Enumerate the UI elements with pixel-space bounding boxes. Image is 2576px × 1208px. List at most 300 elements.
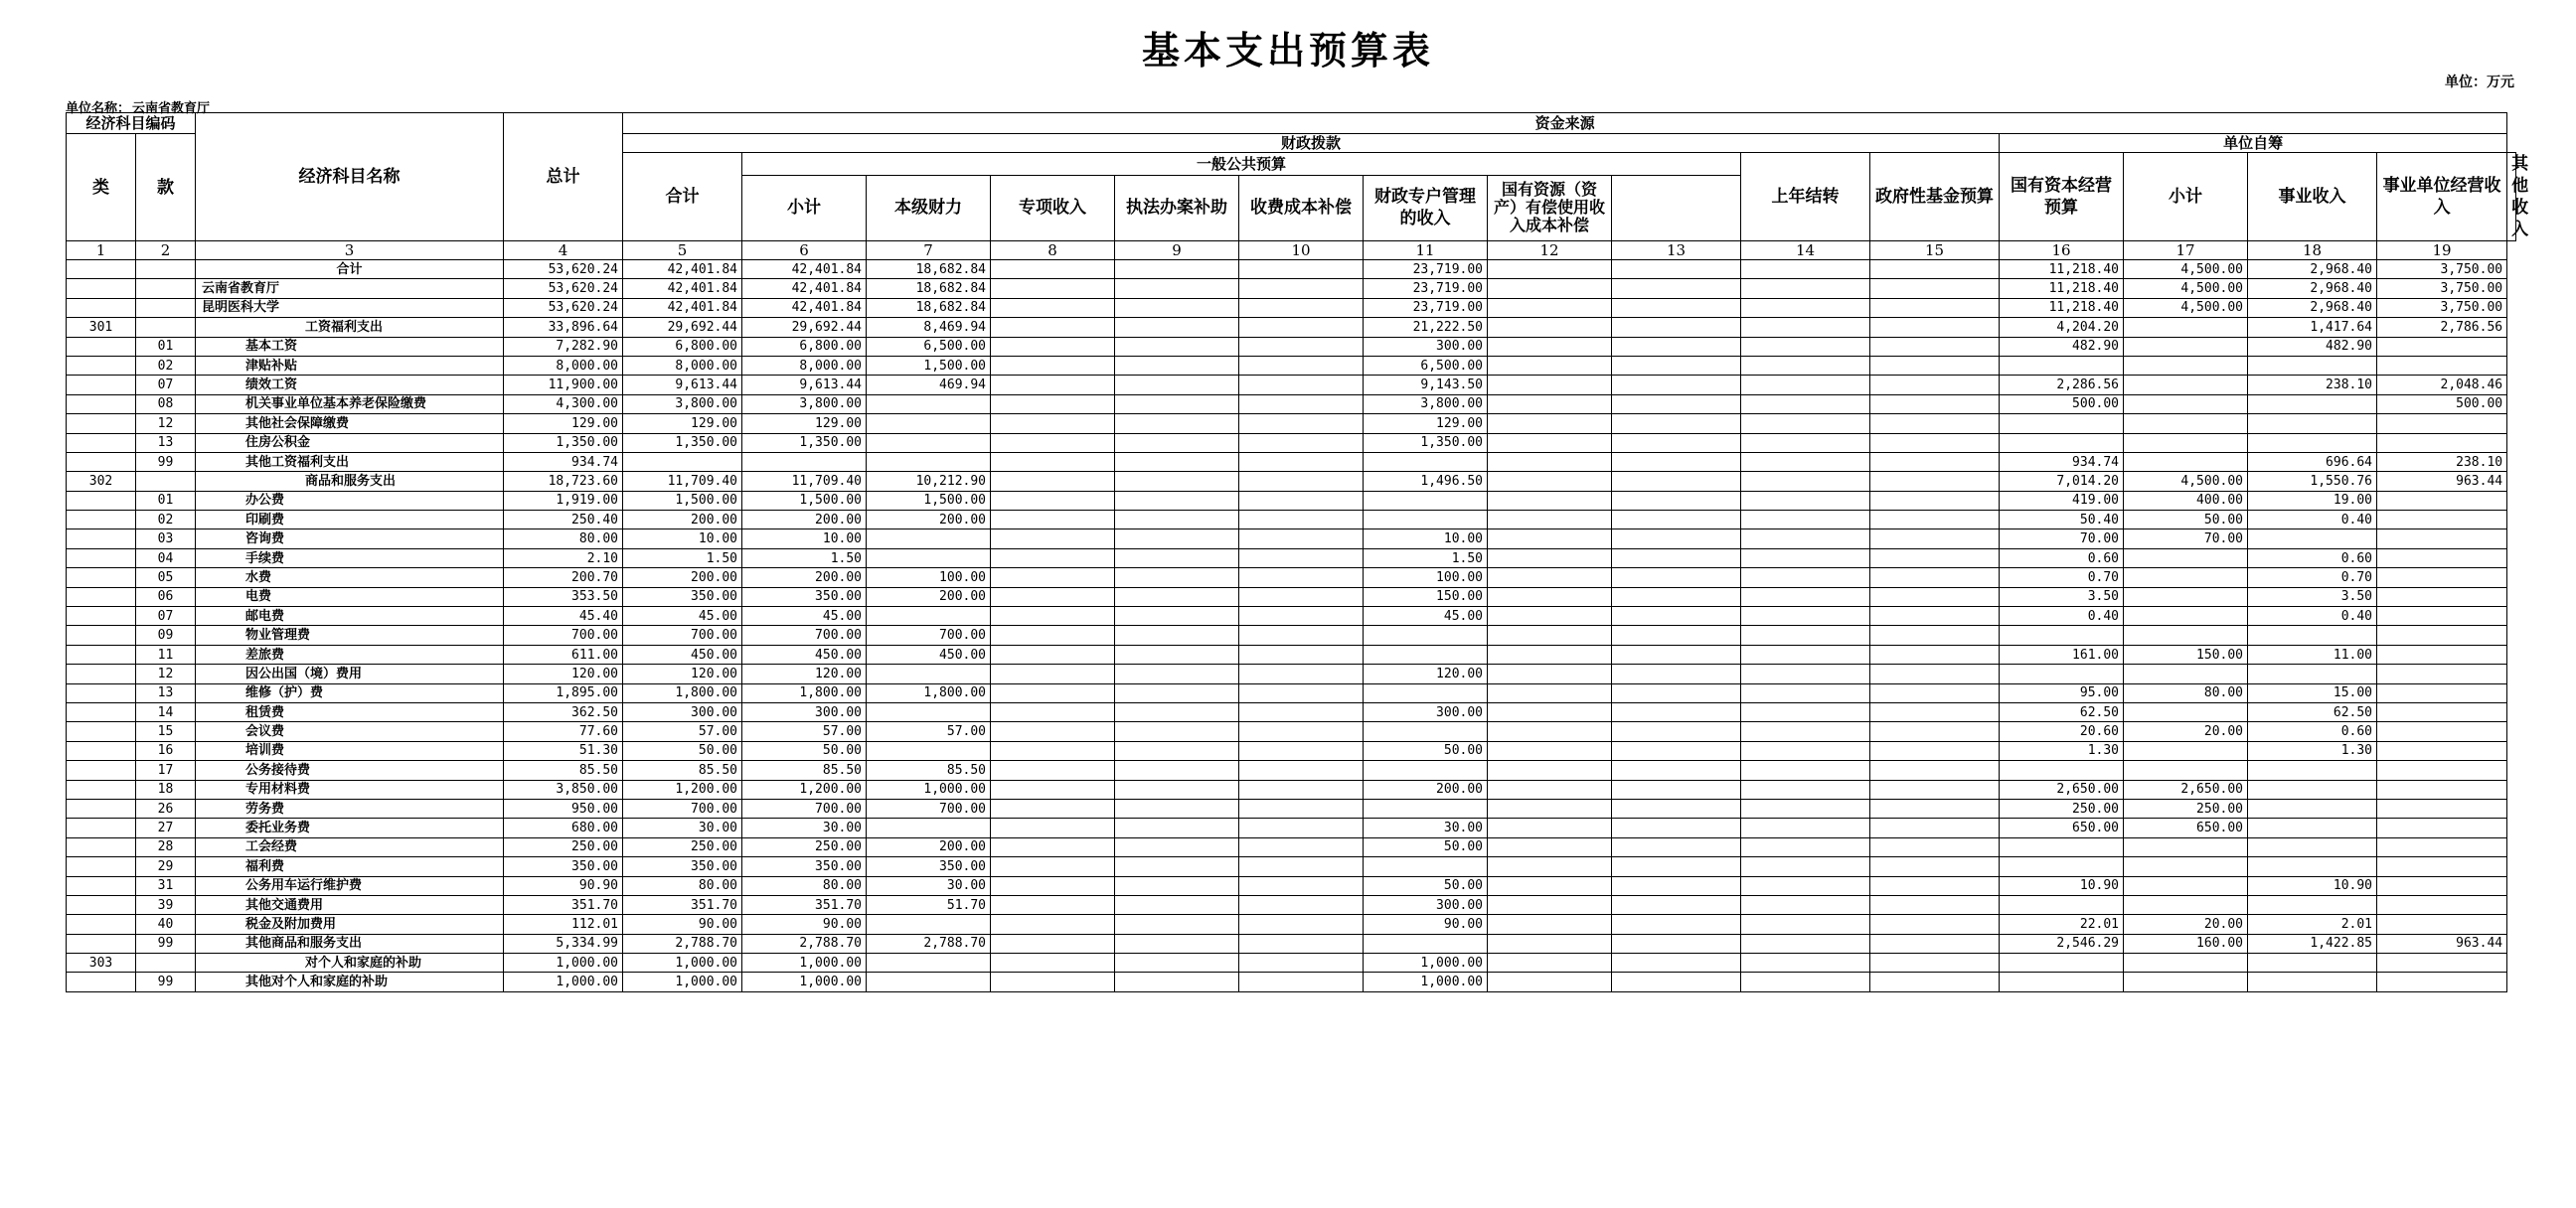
- value-cell: [2000, 857, 2124, 876]
- header-shangnian: 上年结转: [1741, 153, 1870, 241]
- econ-name-cell: 手续费: [196, 548, 504, 567]
- value-cell: [2248, 665, 2377, 683]
- econ-code-cell: [67, 529, 136, 548]
- column-index-cell: 8: [991, 241, 1115, 260]
- value-cell: 30.00: [623, 819, 742, 837]
- value-cell: 362.50: [504, 702, 623, 721]
- econ-code-cell: [67, 626, 136, 645]
- econ-name-cell: 其他交通费用: [196, 895, 504, 914]
- value-cell: [1364, 799, 1488, 818]
- value-cell: 351.70: [623, 895, 742, 914]
- value-cell: [1612, 414, 1741, 433]
- value-cell: [2248, 626, 2377, 645]
- value-cell: 4,300.00: [504, 394, 623, 413]
- value-cell: 100.00: [1364, 568, 1488, 587]
- value-cell: [1239, 356, 1364, 375]
- value-cell: 23,719.00: [1364, 298, 1488, 317]
- econ-code-cell: 99: [136, 934, 196, 953]
- value-cell: [1239, 761, 1364, 780]
- value-cell: 2,650.00: [2000, 780, 2124, 799]
- table-row: [67, 780, 2516, 799]
- value-cell: 350.00: [742, 857, 867, 876]
- value-cell: [1870, 973, 2000, 991]
- econ-code-cell: 11: [136, 645, 196, 664]
- value-cell: [1239, 780, 1364, 799]
- value-cell: [1870, 857, 2000, 876]
- header-guoyou-ziben: 国有资本经营预算: [2000, 153, 2124, 241]
- value-cell: [2124, 587, 2248, 606]
- value-cell: [1870, 915, 2000, 934]
- value-cell: [2124, 837, 2248, 856]
- value-cell: [1612, 895, 1741, 914]
- econ-code-cell: [67, 780, 136, 799]
- econ-code-cell: 301: [67, 318, 136, 337]
- value-cell: [1239, 587, 1364, 606]
- econ-code-cell: 02: [136, 356, 196, 375]
- value-cell: 70.00: [2000, 529, 2124, 548]
- value-cell: 700.00: [504, 626, 623, 645]
- value-cell: 200.70: [504, 568, 623, 587]
- value-cell: [1115, 394, 1239, 413]
- value-cell: 200.00: [867, 837, 991, 856]
- column-index-cell: 4: [504, 241, 623, 260]
- value-cell: [1115, 568, 1239, 587]
- table-row: [67, 356, 2516, 375]
- value-cell: [1612, 702, 1741, 721]
- value-cell: 500.00: [2377, 394, 2507, 413]
- column-index-cell: 19: [2377, 241, 2507, 260]
- econ-name-cell: 其他工资福利支出: [196, 452, 504, 471]
- econ-code-cell: [67, 876, 136, 895]
- value-cell: [1364, 683, 1488, 702]
- value-cell: 23,719.00: [1364, 279, 1488, 298]
- value-cell: 112.01: [504, 915, 623, 934]
- value-cell: [1115, 356, 1239, 375]
- value-cell: 10.00: [742, 529, 867, 548]
- value-cell: [991, 356, 1115, 375]
- value-cell: [1488, 626, 1612, 645]
- value-cell: [1870, 491, 2000, 510]
- value-cell: [1870, 337, 2000, 356]
- value-cell: [1488, 452, 1612, 471]
- econ-code-cell: 06: [136, 587, 196, 606]
- value-cell: [2000, 665, 2124, 683]
- table-row: [67, 761, 2516, 780]
- value-cell: [2248, 761, 2377, 780]
- value-cell: [1239, 337, 1364, 356]
- value-cell: 300.00: [1364, 702, 1488, 721]
- value-cell: [991, 260, 1115, 279]
- value-cell: [2124, 433, 2248, 452]
- table-row: [67, 954, 2516, 973]
- value-cell: [1488, 529, 1612, 548]
- econ-code-cell: 303: [67, 954, 136, 973]
- value-cell: [1741, 934, 1870, 953]
- value-cell: [1115, 452, 1239, 471]
- value-cell: [1612, 973, 1741, 991]
- value-cell: [1239, 973, 1364, 991]
- value-cell: [1239, 915, 1364, 934]
- econ-code-cell: [67, 298, 136, 317]
- value-cell: [1115, 915, 1239, 934]
- value-cell: [1488, 683, 1612, 702]
- value-cell: [1870, 452, 2000, 471]
- value-cell: [1612, 780, 1741, 799]
- value-cell: 42,401.84: [623, 298, 742, 317]
- value-cell: [2377, 876, 2507, 895]
- value-cell: 161.00: [2000, 645, 2124, 664]
- table-row: [67, 376, 2516, 394]
- value-cell: [1870, 780, 2000, 799]
- value-cell: [1870, 260, 2000, 279]
- value-cell: [1870, 722, 2000, 741]
- table-row: [67, 511, 2516, 529]
- value-cell: [1488, 511, 1612, 529]
- value-cell: [1239, 279, 1364, 298]
- value-cell: 696.64: [2248, 452, 2377, 471]
- value-cell: 250.00: [504, 837, 623, 856]
- value-cell: [867, 741, 991, 760]
- value-cell: 1,417.64: [2248, 318, 2377, 337]
- value-cell: [1488, 260, 1612, 279]
- value-cell: [2377, 356, 2507, 375]
- header-benji: 本级财力: [867, 175, 991, 240]
- value-cell: 0.40: [2000, 607, 2124, 626]
- value-cell: [2248, 973, 2377, 991]
- value-cell: [867, 607, 991, 626]
- value-cell: 57.00: [623, 722, 742, 741]
- table-row: [67, 934, 2516, 953]
- econ-code-cell: 302: [67, 472, 136, 491]
- value-cell: 963.44: [2377, 934, 2507, 953]
- value-cell: 3,850.00: [504, 780, 623, 799]
- value-cell: [1612, 857, 1741, 876]
- econ-code-cell: 28: [136, 837, 196, 856]
- value-cell: [2124, 973, 2248, 991]
- value-cell: 1.30: [2000, 741, 2124, 760]
- value-cell: [1612, 837, 1741, 856]
- table-row: [67, 607, 2516, 626]
- column-index-cell: 5: [623, 241, 742, 260]
- value-cell: 11,218.40: [2000, 279, 2124, 298]
- value-cell: [1741, 645, 1870, 664]
- table-row: [67, 645, 2516, 664]
- value-cell: 1.50: [742, 548, 867, 567]
- value-cell: 20.00: [2124, 915, 2248, 934]
- value-cell: 0.40: [2248, 511, 2377, 529]
- value-cell: [1488, 915, 1612, 934]
- value-cell: 50.00: [742, 741, 867, 760]
- table-row: [67, 626, 2516, 645]
- econ-name-cell: 其他商品和服务支出: [196, 934, 504, 953]
- value-cell: 90.00: [742, 915, 867, 934]
- econ-name-cell: 工会经费: [196, 837, 504, 856]
- value-cell: [1488, 607, 1612, 626]
- value-cell: 129.00: [1364, 414, 1488, 433]
- value-cell: [1488, 587, 1612, 606]
- value-cell: [1239, 318, 1364, 337]
- econ-code-cell: [67, 376, 136, 394]
- value-cell: [991, 702, 1115, 721]
- value-cell: [1870, 934, 2000, 953]
- value-cell: 1,500.00: [623, 491, 742, 510]
- value-cell: [2000, 837, 2124, 856]
- value-cell: 3,750.00: [2377, 298, 2507, 317]
- value-cell: [1741, 568, 1870, 587]
- value-cell: [1115, 683, 1239, 702]
- value-cell: [1488, 376, 1612, 394]
- column-index-cell: 13: [1612, 241, 1741, 260]
- econ-code-cell: 14: [136, 702, 196, 721]
- value-cell: 129.00: [742, 414, 867, 433]
- value-cell: [2377, 683, 2507, 702]
- value-cell: [2377, 819, 2507, 837]
- column-index-cell: 15: [1870, 241, 2000, 260]
- value-cell: [867, 973, 991, 991]
- value-cell: 4,500.00: [2124, 260, 2248, 279]
- value-cell: [1115, 741, 1239, 760]
- value-cell: 90.90: [504, 876, 623, 895]
- econ-code-cell: 40: [136, 915, 196, 934]
- econ-name-cell: 因公出国（境）费用: [196, 665, 504, 683]
- econ-name-cell: 基本工资: [196, 337, 504, 356]
- table-row: [67, 491, 2516, 510]
- value-cell: [1239, 511, 1364, 529]
- value-cell: 2,788.70: [623, 934, 742, 953]
- value-cell: 57.00: [742, 722, 867, 741]
- value-cell: 5,334.99: [504, 934, 623, 953]
- value-cell: 0.60: [2248, 722, 2377, 741]
- value-cell: 2.10: [504, 548, 623, 567]
- value-cell: [1612, 298, 1741, 317]
- value-cell: [2377, 414, 2507, 433]
- value-cell: [1870, 529, 2000, 548]
- value-cell: [2377, 741, 2507, 760]
- value-cell: 350.00: [504, 857, 623, 876]
- value-cell: [1741, 298, 1870, 317]
- value-cell: [1115, 819, 1239, 837]
- value-cell: [1239, 895, 1364, 914]
- header-econ-name: 经济科目名称: [196, 113, 504, 241]
- value-cell: 1,350.00: [504, 433, 623, 452]
- value-cell: [2377, 973, 2507, 991]
- budget-table: [66, 112, 2529, 992]
- value-cell: [1612, 799, 1741, 818]
- value-cell: [1488, 895, 1612, 914]
- value-cell: 1,350.00: [623, 433, 742, 452]
- value-cell: 120.00: [623, 665, 742, 683]
- econ-code-cell: 13: [136, 433, 196, 452]
- value-cell: 250.00: [2124, 799, 2248, 818]
- value-cell: [2124, 876, 2248, 895]
- econ-code-cell: [136, 260, 196, 279]
- value-cell: [1115, 433, 1239, 452]
- value-cell: [991, 529, 1115, 548]
- value-cell: [2124, 761, 2248, 780]
- value-cell: [1870, 433, 2000, 452]
- value-cell: [1612, 472, 1741, 491]
- value-cell: [1741, 529, 1870, 548]
- value-cell: 11.00: [2248, 645, 2377, 664]
- column-index-cell: 7: [867, 241, 991, 260]
- value-cell: 85.50: [623, 761, 742, 780]
- value-cell: [1741, 414, 1870, 433]
- econ-name-cell: 云南省教育厅: [196, 279, 504, 298]
- value-cell: [1115, 491, 1239, 510]
- column-index-cell: 2: [136, 241, 196, 260]
- econ-name-cell: 邮电费: [196, 607, 504, 626]
- value-cell: [1870, 298, 2000, 317]
- unit-name-value: 云南省教育厅: [132, 101, 211, 116]
- value-cell: [1115, 702, 1239, 721]
- value-cell: [2377, 857, 2507, 876]
- value-cell: 1,000.00: [504, 973, 623, 991]
- value-cell: [2124, 895, 2248, 914]
- value-cell: [1870, 318, 2000, 337]
- value-cell: [2248, 954, 2377, 973]
- value-cell: 1,895.00: [504, 683, 623, 702]
- econ-code-cell: 39: [136, 895, 196, 914]
- value-cell: [1239, 607, 1364, 626]
- econ-name-cell: 委托业务费: [196, 819, 504, 837]
- value-cell: [1239, 472, 1364, 491]
- value-cell: [1364, 491, 1488, 510]
- value-cell: [1741, 587, 1870, 606]
- value-cell: 200.00: [623, 511, 742, 529]
- econ-code-cell: [67, 645, 136, 664]
- value-cell: [991, 298, 1115, 317]
- value-cell: [1870, 876, 2000, 895]
- value-cell: [2377, 837, 2507, 856]
- value-cell: 1,500.00: [867, 356, 991, 375]
- value-cell: [1239, 837, 1364, 856]
- value-cell: [991, 548, 1115, 567]
- econ-code-cell: [67, 279, 136, 298]
- value-cell: [991, 683, 1115, 702]
- value-cell: 30.00: [742, 819, 867, 837]
- value-cell: 4,204.20: [2000, 318, 2124, 337]
- value-cell: 1,496.50: [1364, 472, 1488, 491]
- value-cell: 10.00: [1364, 529, 1488, 548]
- value-cell: [1115, 973, 1239, 991]
- value-cell: 57.00: [867, 722, 991, 741]
- value-cell: [991, 895, 1115, 914]
- value-cell: 611.00: [504, 645, 623, 664]
- table-row: [67, 472, 2516, 491]
- table-row: [67, 665, 2516, 683]
- value-cell: [1115, 260, 1239, 279]
- value-cell: [1488, 857, 1612, 876]
- value-cell: [1364, 511, 1488, 529]
- value-cell: 200.00: [1364, 780, 1488, 799]
- value-cell: [1870, 279, 2000, 298]
- value-cell: [1115, 511, 1239, 529]
- value-cell: [1115, 645, 1239, 664]
- value-cell: [991, 414, 1115, 433]
- value-cell: 62.50: [2000, 702, 2124, 721]
- value-cell: [1115, 337, 1239, 356]
- value-cell: [991, 954, 1115, 973]
- value-cell: [1870, 548, 2000, 567]
- header-kuan: 款: [136, 134, 196, 241]
- value-cell: 21,222.50: [1364, 318, 1488, 337]
- value-cell: 20.00: [2124, 722, 2248, 741]
- econ-code-cell: [136, 279, 196, 298]
- value-cell: 120.00: [1364, 665, 1488, 683]
- econ-code-cell: [67, 491, 136, 510]
- value-cell: [2124, 702, 2248, 721]
- value-cell: 10,212.90: [867, 472, 991, 491]
- value-cell: [867, 665, 991, 683]
- table-header: [67, 113, 2529, 260]
- value-cell: [1612, 394, 1741, 413]
- value-cell: [2124, 337, 2248, 356]
- value-cell: 85.50: [504, 761, 623, 780]
- value-cell: [1239, 298, 1364, 317]
- value-cell: [1488, 491, 1612, 510]
- value-cell: [867, 819, 991, 837]
- value-cell: [1741, 318, 1870, 337]
- value-cell: 1.50: [1364, 548, 1488, 567]
- value-cell: [2000, 895, 2124, 914]
- value-cell: 2,048.46: [2377, 376, 2507, 394]
- value-cell: 9,613.44: [623, 376, 742, 394]
- value-cell: 50.00: [1364, 837, 1488, 856]
- value-cell: 450.00: [742, 645, 867, 664]
- econ-code-cell: 13: [136, 683, 196, 702]
- econ-name-cell: 印刷费: [196, 511, 504, 529]
- value-cell: [1488, 954, 1612, 973]
- econ-name-cell: 合计: [196, 260, 504, 279]
- value-cell: 2,968.40: [2248, 279, 2377, 298]
- value-cell: 42,401.84: [742, 298, 867, 317]
- column-index-cell: 16: [2000, 241, 2124, 260]
- column-index-cell: 10: [1239, 241, 1364, 260]
- value-cell: [1870, 819, 2000, 837]
- value-cell: [1870, 741, 2000, 760]
- header-zhifa: 执法办案补助: [1115, 175, 1239, 240]
- value-cell: 0.40: [2248, 607, 2377, 626]
- value-cell: 200.00: [623, 568, 742, 587]
- header-zhengfu-jijin: 政府性基金预算: [1870, 153, 2000, 241]
- value-cell: 200.00: [742, 568, 867, 587]
- econ-code-cell: 05: [136, 568, 196, 587]
- econ-name-cell: 维修（护）费: [196, 683, 504, 702]
- value-cell: [1488, 298, 1612, 317]
- value-cell: [1239, 626, 1364, 645]
- value-cell: [2377, 511, 2507, 529]
- value-cell: 80.00: [742, 876, 867, 895]
- table-row: [67, 529, 2516, 548]
- value-cell: [1741, 973, 1870, 991]
- econ-code-cell: [136, 954, 196, 973]
- table-row: [67, 337, 2516, 356]
- value-cell: [1741, 491, 1870, 510]
- value-cell: [1239, 665, 1364, 683]
- value-cell: [1115, 799, 1239, 818]
- value-cell: [1741, 279, 1870, 298]
- value-cell: 9,143.50: [1364, 376, 1488, 394]
- value-cell: [1115, 529, 1239, 548]
- econ-code-cell: [67, 433, 136, 452]
- econ-code-cell: 09: [136, 626, 196, 645]
- header-shiye-jingying: 事业单位经营收入: [2377, 153, 2507, 241]
- value-cell: [623, 452, 742, 471]
- value-cell: [1741, 548, 1870, 567]
- value-cell: 3,800.00: [742, 394, 867, 413]
- value-cell: [1612, 665, 1741, 683]
- value-cell: [1870, 568, 2000, 587]
